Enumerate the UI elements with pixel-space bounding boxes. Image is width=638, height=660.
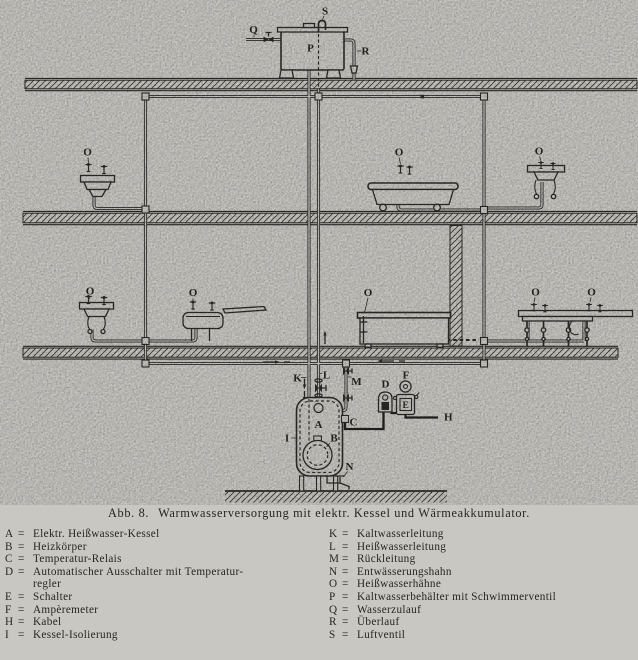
legend-tx: Ampèremeter	[33, 603, 99, 616]
legend-eq: =	[342, 540, 349, 553]
legend-lt: O	[329, 578, 338, 591]
legend-tx: Heißwasserhähne	[357, 578, 442, 591]
legend-tx: Schalter	[33, 590, 73, 603]
label-overflow-R: R	[361, 45, 370, 58]
legend-lt: H	[5, 616, 14, 629]
label-relay-C: C	[349, 416, 358, 429]
legend-row-right-8	[329, 629, 635, 642]
legend-eq: =	[18, 565, 25, 578]
legend-tx: Heißwasserleitung	[357, 540, 447, 553]
label-boiler-A: A	[314, 419, 323, 431]
legend-row-left-5	[5, 591, 327, 604]
legend-lt: I	[5, 628, 10, 641]
figure-caption	[0, 503, 638, 523]
legend-lt: C	[5, 553, 13, 566]
legend-row-right-0	[329, 528, 635, 541]
label-hot-tap-O: O	[363, 287, 373, 299]
legend-eq: =	[18, 540, 25, 553]
legend-row-left-8	[5, 629, 327, 642]
legend-row-right-1	[329, 541, 635, 554]
legend-row-right-2	[329, 553, 635, 566]
legend-eq: =	[342, 578, 349, 591]
legend-eq: =	[18, 590, 25, 603]
legend-lt: Q	[329, 603, 338, 616]
label-hot-tap-O: O	[188, 287, 198, 299]
legend-eq: =	[18, 616, 25, 629]
legend-row-right-7	[329, 616, 635, 629]
legend-eq: =	[342, 628, 349, 641]
label-hot-tap-O: O	[534, 145, 544, 158]
legend-tx: Kaltwasserbehälter mit Schwimmerventil	[357, 590, 557, 603]
label-hot-tap-O: O	[587, 286, 596, 299]
legend-lt: E	[5, 590, 13, 603]
label-element-B: B	[330, 432, 338, 445]
label-coldline-K: K	[293, 372, 302, 385]
legend-eq: =	[342, 528, 349, 540]
label-cable-H: H	[444, 411, 453, 424]
legend-row-right-3	[329, 566, 635, 579]
legend-column-right	[329, 528, 635, 641]
label-cutout-D: D	[381, 378, 390, 391]
legend-eq: =	[18, 603, 25, 616]
legend-row-left-3	[5, 566, 327, 579]
legend-eq: =	[342, 603, 349, 616]
label-hot-tap-O: O	[531, 286, 540, 299]
legend-row-left-7	[5, 616, 327, 629]
legend-eq: =	[342, 553, 349, 566]
legend-row-right-6	[329, 604, 635, 617]
legend-tx: Wasserzulauf	[357, 603, 422, 616]
legend-row-left-6	[5, 604, 327, 617]
label-hot-tap-O: O	[394, 146, 404, 159]
label-airvalve-S: S	[321, 5, 329, 18]
legend-lt: P	[329, 590, 336, 603]
label-tank-P: P	[307, 42, 314, 55]
legend-row-left-4	[5, 578, 327, 591]
label-insulation-I: I	[284, 432, 290, 445]
legend-row-right-4	[329, 578, 635, 591]
legend-lt: F	[5, 603, 12, 616]
legend-eq: =	[342, 565, 349, 578]
legend-lt: K	[329, 528, 338, 540]
legend-tx: Elektr. Heißwasser-Kessel	[33, 528, 160, 540]
legend-lt: B	[5, 540, 13, 553]
label-hot-tap-O: O	[85, 285, 95, 298]
legend-tx: Überlauf	[357, 616, 400, 629]
legend-lt: A	[5, 528, 14, 540]
legend-tx: Kaltwasserleitung	[357, 528, 444, 540]
legend-tx: Luftventil	[357, 628, 406, 641]
legend-tx: regler	[33, 578, 62, 591]
legend-lt: N	[329, 565, 338, 578]
legend-tx: Temperatur-Relais	[33, 553, 122, 566]
label-ammeter-F: F	[402, 369, 410, 382]
legend-eq: =	[18, 628, 25, 641]
legend-eq: =	[18, 528, 25, 540]
label-inlet-Q: Q	[249, 24, 258, 36]
legend-eq: =	[342, 590, 349, 603]
legend-lt: D	[5, 565, 14, 578]
legend-tx: Kessel-Isolierung	[33, 628, 118, 641]
legend-lt: S	[329, 628, 336, 641]
legend-lt: R	[329, 616, 337, 629]
legend-tx: Rückleitung	[357, 553, 416, 566]
legend-row-left-1	[5, 541, 327, 554]
label-return-M: M	[351, 376, 362, 388]
legend-lt: M	[329, 553, 340, 566]
label-draintap-N: N	[345, 461, 354, 473]
legend-tx: Entwässerungshahn	[357, 565, 452, 578]
legend-column-left	[5, 528, 327, 641]
legend-row-left-0	[5, 528, 327, 541]
legend-row-left-2	[5, 553, 327, 566]
label-switch-E: E	[402, 401, 409, 411]
figure-title: Warmwasserversorgung mit elektr. Kessel und Wärmeakkumulator.	[158, 506, 530, 520]
legend-eq: =	[18, 553, 25, 566]
legend-tx: Kabel	[33, 616, 62, 629]
legend-tx: Automatischer Ausschalter mit Temperatur-	[33, 565, 244, 578]
label-hotline-L: L	[322, 369, 331, 382]
legend-lt: L	[329, 540, 337, 553]
label-hot-tap-O: O	[83, 146, 92, 159]
legend-row-right-5	[329, 591, 635, 604]
legend-eq: =	[342, 616, 349, 629]
figure-number: Abb. 8.	[108, 506, 150, 520]
legend-tx: Heizkörper	[33, 540, 87, 553]
